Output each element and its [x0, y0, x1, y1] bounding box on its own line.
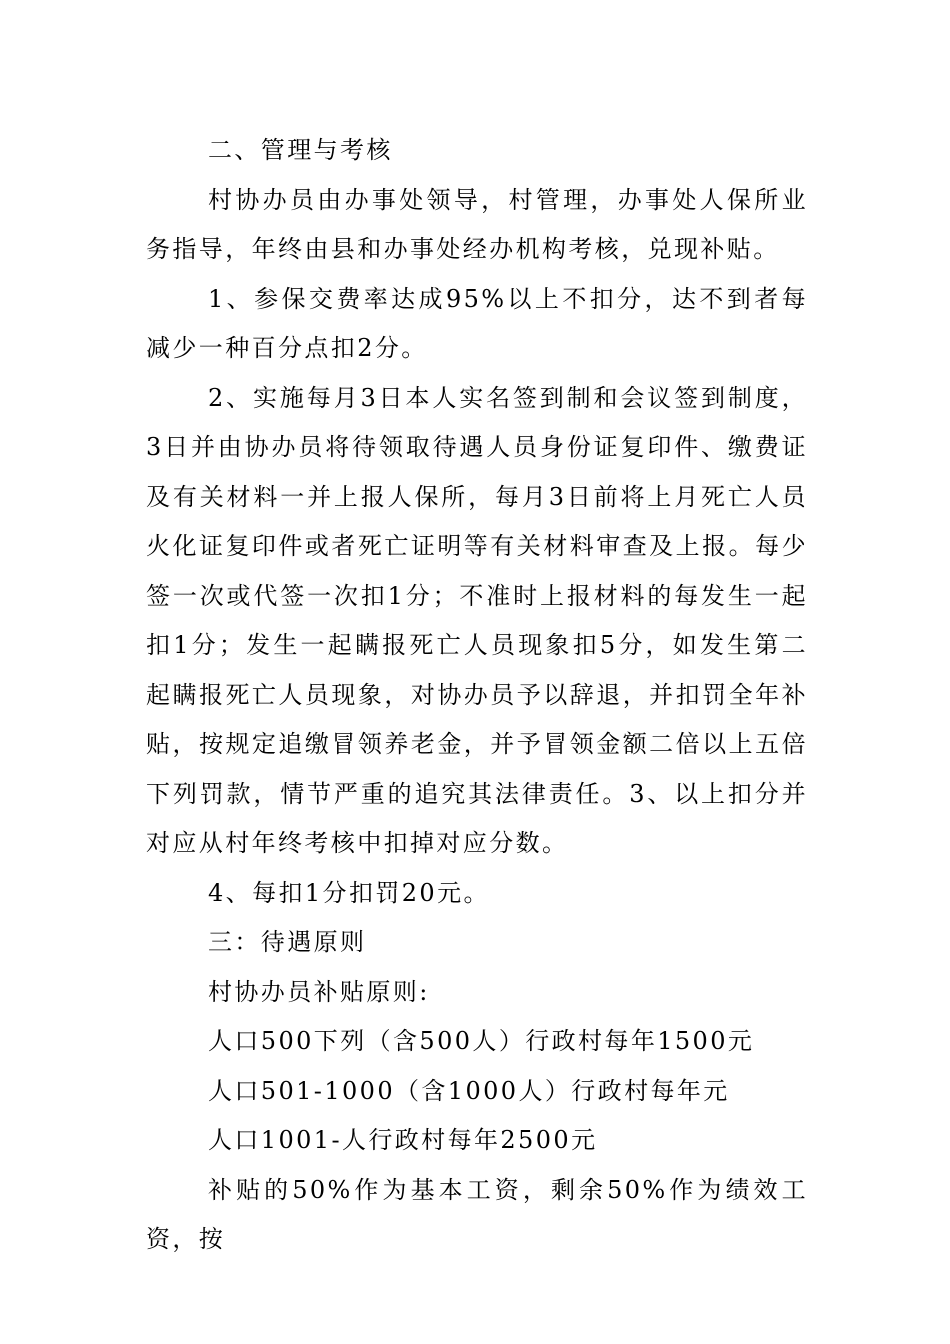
- paragraph-subsidy-tier-3: 人口1001-人行政村每年2500元: [208, 1126, 598, 1154]
- document-body: [146, 126, 808, 1265]
- paragraph-rule-4: 4、每扣1分扣罚20元。: [208, 878, 490, 907]
- paragraph-rule-2: 2、实施每月3日本人实名签到制和会议签到制度，3日并由协办员将待领取待遇人员身份证复印件、缴费证及有关材料一并上报人保所，每月3日前将上月死亡人员火化证复印件或者死亡证明等有关材料审查及上报。每少签一次或代签一次扣1分；不准时上报材料的每发生一起扣1分；发生一起瞒报死亡人员现象扣5分，如发生第二起瞒报死亡人员现象，对协办员予以辞退，并扣罚全年补贴，按规定追缴冒领养老金，并予冒领金额二倍以上五倍下列罚款，情节严重的追究其法律责任。3、以上扣分并对应从村年终考核中扣掉对应分数。: [146, 383, 808, 857]
- paragraph-subsidy-tier-2: 人口501-1000（含1000人）行政村每年元: [208, 1076, 730, 1105]
- paragraph-leadership: 村协办员由办事处领导，村管理，办事处人保所业务指导，年终由县和办事处经办机构考核，兑现补贴。: [146, 185, 808, 263]
- section-heading-treatment: 三：待遇原则: [208, 928, 367, 956]
- paragraph-subsidy-tier-1: 人口500下列（含500人）行政村每年1500元: [208, 1027, 755, 1055]
- paragraph-subsidy-split: 补贴的50%作为基本工资，剩余50%作为绩效工资，按: [146, 1175, 808, 1253]
- section-heading-management: 二、管理与考核: [208, 136, 393, 164]
- paragraph-subsidy-principle: 村协办员补贴原则:: [208, 977, 430, 1006]
- paragraph-rule-1: 1、参保交费率达成95%以上不扣分，达不到者每减少一种百分点扣2分。: [146, 284, 808, 362]
